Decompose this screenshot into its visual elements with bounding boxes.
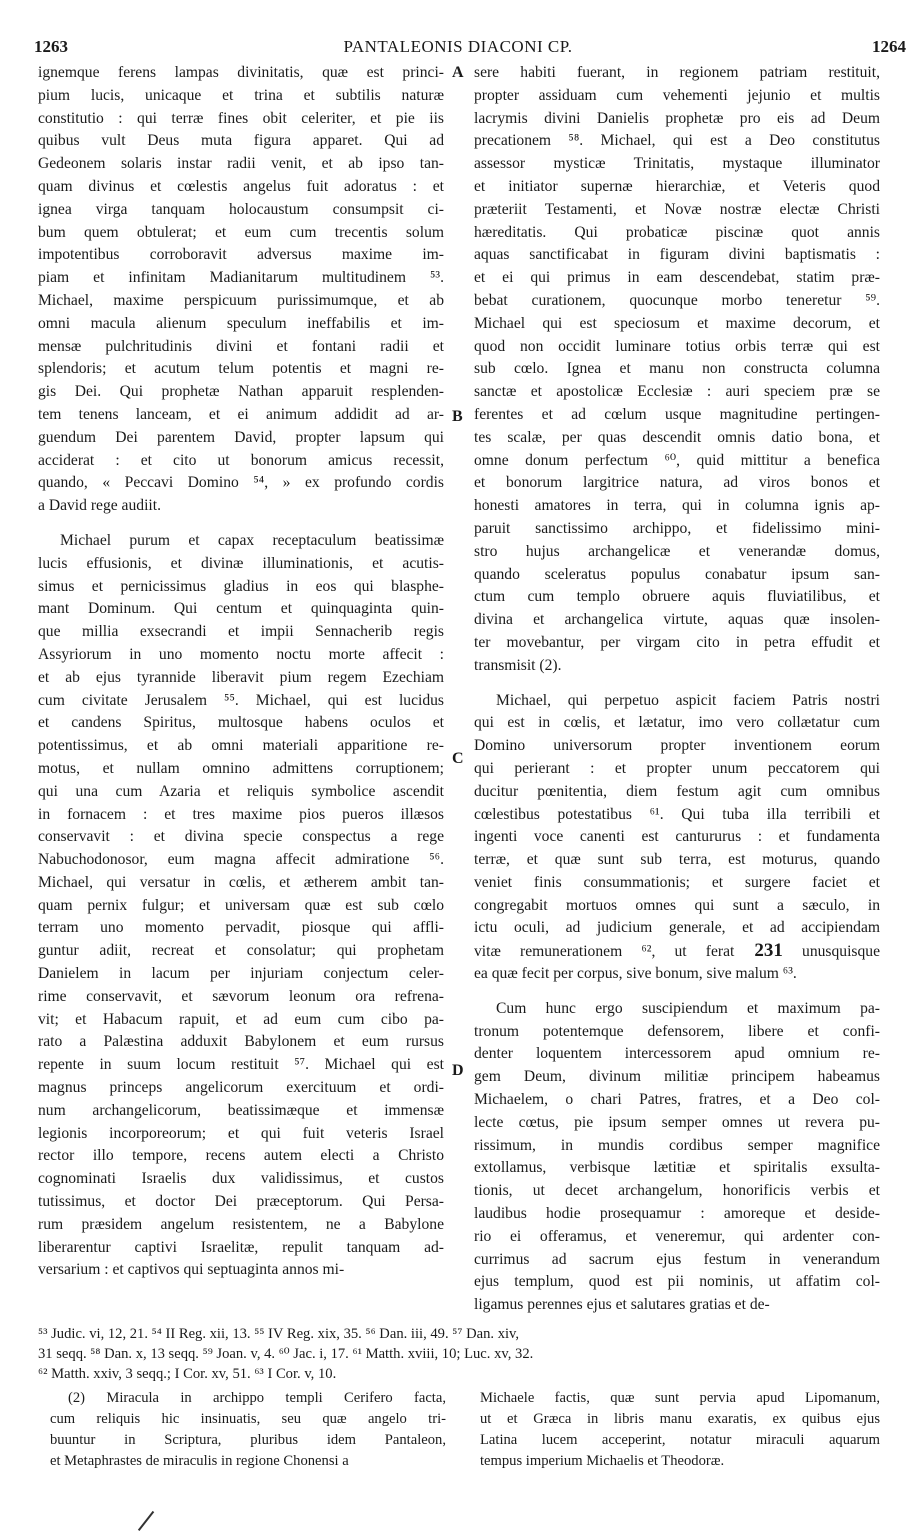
text-line: conservavit : et divina specie conspectus a rege (38, 828, 444, 846)
text-line: guendum Dei parentem David, propter lapsum qui (38, 428, 444, 446)
text-line: motus, et nullam omnino admittens corruptionem; (38, 759, 444, 777)
text-line: rector illo tempore, recens autem electi a Christo (38, 1147, 444, 1165)
text-line: precationem ⁵⁸. Michael, qui est a Deo constitutus (474, 132, 880, 150)
footnote-line: ⁵³ Judic. vi, 12, 21. ⁵⁴ II Reg. xii, 13. ⁵⁵ IV Reg. xix, 35. ⁵⁶ Dan. iii, 49. ⁵⁷ Dan. xiv, (38, 1326, 520, 1342)
footnote-line: ⁶² Matth. xxiv, 3 seqq.; I Cor. xv, 51. ⁶³ I Cor. v, 10. (38, 1366, 337, 1382)
text-line: num archangelicorum, beatissimæque et immensæ (38, 1101, 444, 1119)
text-line: transmisit (2). (474, 656, 562, 674)
text-line: veniet finis consummationis; et surgere faciet et (474, 873, 880, 891)
text-line: mensæ pulchritudinis divini et fontani radii et (38, 337, 444, 355)
text-line: gem Deum, divinum militiæ principem habeamus (474, 1068, 880, 1086)
text-line: que millia exsecrandi et impii Sennacherib regis (38, 623, 444, 641)
text-line: simus et pernicissimus gladius in eos qui blasphe- (38, 577, 444, 595)
margin-letter-c: C (452, 750, 464, 767)
text-line: ejus templum, quod est pii nominis, ut affatim col- (474, 1273, 880, 1291)
text-line: gis Dei. Qui prophetæ Nathan apparuit resplenden- (38, 383, 444, 401)
text-line: Michael qui est speciosum et maxime decorum, et (474, 314, 880, 332)
text-line: ingenti voce canenti est cantururus : et fundamenta (474, 828, 880, 846)
text-line: Domino universorum propter inventionem eorum (474, 737, 880, 755)
note-line: tempus imperium Michaelis et Theodoræ. (480, 1453, 725, 1469)
text-line: ignemque ferens lampas divinitatis, quæ est princi- (38, 64, 444, 81)
text-line: vitæ remunerationem ⁶², ut ferat 231 unusquisque (474, 940, 880, 962)
text-line: lucis effusionis, et divinæ illuminationis, et acutis- (38, 554, 444, 572)
text-line: rissimum, in mundis cordibus semper magnifice (474, 1136, 880, 1154)
footnotes (38, 1324, 884, 1384)
text-line: Michael, maxime perspicuum purissimumque, et ab (38, 291, 444, 309)
text-line: qui perierant : et propter unum peccatorem qui (474, 759, 880, 777)
text-line: Cum hunc ergo suscipiendum et maximum pa- (496, 999, 880, 1017)
text-line: aquas sanctificabat in figuram divini baptismatis : (474, 246, 880, 264)
text-line: pium lucis, unicaque et trina et subtilis naturæ (38, 86, 444, 104)
text-line: extollamus, verbisque lætitiæ et spiritalis exsulta- (474, 1159, 880, 1177)
text-line: omni macula alienum speculum ineffabilis et im- (38, 314, 444, 332)
left-text-column (38, 62, 444, 1282)
footnote-line: 31 seqq. ⁵⁸ Dan. x, 13 seqq. ⁵⁹ Joan. v, 4. ⁶⁰ Jac. i, 17. ⁶¹ Matth. xviii, 10; Luc. xv, 32. (38, 1346, 534, 1362)
column-number: 231 (734, 940, 783, 962)
text-line: quando, « Peccavi Domino ⁵⁴, » ex profundo cordis (38, 474, 444, 492)
text-line: divina et archangelica virtute, aquas quæ insolen- (474, 611, 880, 629)
text-line: piam et infinitam Madianitarum multitudinem ⁵³. (38, 269, 444, 287)
text-line: et candens Spiritus, multosque habens oculos et (38, 714, 444, 732)
note-line: buuntur in Scriptura, pluribus idem Pantaleon, (50, 1432, 446, 1448)
note-line: et Metaphrastes de miraculis in regione Chonensi a (50, 1453, 349, 1469)
text-line: ter movebantur, per virgam cito in petra effudit et (474, 633, 880, 651)
text-line: tes scalæ, per quas descendit omnis datio bona, et (474, 428, 880, 446)
text-line: assessor mysticæ Trinitatis, mystaque illuminator (474, 155, 880, 173)
note-line: cum reliquis hic insinuatis, seu quæ angelo tri- (50, 1411, 446, 1427)
text-line: liberarentur captivi Israelitæ, repulit tanquam ad- (38, 1238, 444, 1256)
text-line: propter assiduam cum vehementi jejunio et multis (474, 86, 880, 104)
text-line: tutissimus, et doctor Dei præceptorum. Qui Persa- (38, 1193, 444, 1211)
text-line: quod non occidit luminare totius orbis terræ qui est (474, 337, 880, 355)
text-line: Nabuchodonosor, eum magna affecit admiratione ⁵⁶. (38, 851, 444, 869)
text-line: ferentes et ad cœlum usque magnitudine pertingen- (474, 405, 880, 423)
text-line: cognominati Israelis dux validissimus, et custos (38, 1170, 444, 1188)
text-line: currimus ad sacrum ejus festum in venerandum (474, 1250, 880, 1268)
text-line: lecte cœtus, pie ipsum semper omnes ut revera pu- (474, 1113, 880, 1131)
text-line: et ab ejus tyrannide liberavit pium regem Ezechiam (38, 668, 444, 686)
text-line: ictu oculi, ad judicium generale, et ad accipiendam (474, 919, 880, 937)
text-line: omne donum perfectum ⁶⁰, quid mittitur a benefica (474, 451, 880, 469)
text-line: versarium : et captivos qui septuaginta annos mi- (38, 1261, 345, 1279)
text-line: ea quæ fecit per corpus, sive bonum, sive malum ⁶³. (474, 965, 797, 983)
text-line: tem tenens lanceam, et ei animum addidit ad ar- (38, 405, 444, 423)
text-line: mant Dominum. Qui centum et quinquaginta quin- (38, 600, 444, 618)
text-line: sanctæ et apostolicæ Ecclesiæ : auri speciem præ se (474, 383, 880, 401)
text-line: vit; et Habacum rapuit, et ad eum cum cibo pa- (38, 1010, 444, 1028)
text-line: qui est in cœlis, et lætatur, imo vero collætatur cum (474, 714, 880, 732)
text-line: cœlestibus potestatibus ⁶¹. Qui tuba illa terribili et (474, 805, 880, 823)
column-number-suffix: unusquisque (782, 943, 880, 961)
text-line: quando sceleratus populus conabatur ipsum san- (474, 565, 880, 583)
text-line: sere habiti fuerant, in regionem patriam restituit, (474, 64, 880, 81)
left-page-number: 1263 (34, 37, 68, 56)
text-line: legionis incorporeorum; et qui fuit veteris Israel (38, 1124, 444, 1142)
text-line: splendoris; et acutum telum potentis et magni re- (38, 360, 444, 378)
text-line: tionis, ut decet archangelum, honorificis verbis et (474, 1182, 880, 1200)
note-line: Latina lucem acceperint, notatur miraculi aquarum (480, 1432, 880, 1448)
text-line: magnus princeps angelicorum exercituum et ordi- (38, 1079, 444, 1097)
paragraph-gap (38, 518, 444, 530)
note-line: ut et Græca in libris manu exaratis, ex quibus ejus (480, 1411, 880, 1427)
text-line: ignea virga tanquam holocaustum consumpsit ci- (38, 200, 444, 218)
text-line: terram uno momento pervadit, piosque qui affli- (38, 919, 444, 937)
paragraph-gap (474, 986, 880, 998)
text-line: Michael purum et capax receptaculum beatissimæ (60, 531, 444, 549)
text-line: laudibus hodie prosequamur : amoreque et deside- (474, 1205, 880, 1223)
paragraph-gap (474, 678, 880, 690)
text-line: qui una cum Azaria et reliquis symbolice ascendit (38, 782, 444, 800)
text-line: Assyriorum in uno momento noctu morte affecit : (38, 645, 444, 663)
text-line: bum quem obtulerat; et eum cum trecentis solum (38, 223, 444, 241)
text-line: cum civitate Jerusalem ⁵⁵. Michael, qui est lucidus (38, 691, 444, 709)
text-line: impotentibus corroboravit adversus maxime im- (38, 246, 444, 264)
text-line: quam divinus et cœlestis angelus fuit adoratus : et (38, 177, 444, 195)
note-line: (2) Miracula in archippo templi Cerifero facta, (68, 1390, 446, 1406)
text-line: rato a Palæstina adduxit Babylonem et eum rursus (38, 1033, 444, 1051)
text-line: stro hujus archangelicæ et venerandæ domus, (474, 542, 880, 560)
text-line: lacrymis divini Danielis prophetæ pro eis ad Deum (474, 109, 880, 127)
text-line: Michaelem, o chari Patres, fratres, et a Deo col- (474, 1091, 880, 1109)
text-line: et ei qui primus in eam descendebat, statim præ- (474, 269, 880, 287)
text-line: repente in suum locum restituit ⁵⁷. Michael qui est (38, 1056, 444, 1074)
text-line: terræ, et quæ sunt sub terra, est moturus, quando (474, 851, 880, 869)
right-page-number: 1264 (872, 37, 906, 56)
text-line: a David rege audiit. (38, 497, 161, 515)
text-line: rum præsidem angelum resistentem, ne a Babylone (38, 1215, 444, 1233)
text-line: acciderat : et cito ut bonorum amicus recessit, (38, 451, 444, 469)
text-line: quam pernix fulgur; et universam quæ est sub cœlo (38, 896, 444, 914)
text-line: potentissimus, et ab omni materiali apparitione re- (38, 737, 444, 755)
text-line: bebat curationem, quocunque morbo teneretur ⁵⁹. (474, 291, 880, 309)
text-line: præteriit Testamenti, et Novæ nostræ electæ Christi (474, 200, 880, 218)
text-line: et bonorum largitrice natura, ad viros bonos et (474, 474, 880, 492)
text-line: congregabit mortuos omnes qui sunt a sæculo, in (474, 896, 880, 914)
text-line: Danielem in lacum per injuriam conjectum celer- (38, 965, 444, 983)
text-line: ctum cum templo obruere aquis fluviatilibus, et (474, 588, 880, 606)
stray-pen-mark (138, 1511, 162, 1537)
text-line: sub cœlo. Ignea et manu non constructa columna (474, 360, 880, 378)
text-line: denter loquentem intercessorem apud omnium re- (474, 1045, 880, 1063)
margin-letter-a: A (452, 64, 464, 81)
text-line: ligamus perennes ejus et salutares gratias et de- (474, 1296, 770, 1314)
text-line: Michael, qui perpetuo aspicit faciem Patris nostri (496, 691, 880, 709)
text-line: guntur adiit, recreat et consolatur; qui prophetam (38, 942, 444, 960)
text-line: paruit sanctissimo archippo, et fidelissimo mini- (474, 519, 880, 537)
text-line: ducitur pœnitentia, diem festum agit cum omnibus (474, 782, 880, 800)
text-line: in fornacem : et tres maxime pios pueros illæsos (38, 805, 444, 823)
text-line: honesti amatores in terra, qui in columna ignis ap- (474, 497, 880, 515)
note-line: Michaele factis, quæ sunt pervia apud Lipomanum, (480, 1390, 880, 1406)
text-line: hæreditatis. Qui probaticæ piscinæ quot annis (474, 223, 880, 241)
text-line: constitutio : qui terræ fines obit celeriter, et pie iis (38, 109, 444, 127)
running-title: PANTALEONIS DIACONI CP. (343, 37, 573, 56)
editor-note-left (50, 1388, 446, 1472)
text-line: Michael, qui versatur in cœlis, et ætherem ambit tan- (38, 873, 444, 891)
margin-letter-d: D (452, 1062, 464, 1079)
right-text-column (474, 62, 880, 1317)
margin-letter-b: B (452, 408, 463, 425)
editor-note-right (480, 1388, 880, 1472)
text-line: tronum potentemque defensorem, libere et confi- (474, 1022, 880, 1040)
text-line: quibus vult Deus muta figura apparet. Qui ad (38, 132, 444, 150)
text-line: et initiator supernæ hierarchiæ, et Veteris quod (474, 177, 880, 195)
text-line: rime conservavit, et sævorum leonum ora refrena- (38, 987, 444, 1005)
text-line: Gedeonem solaris instar radii venit, et ab ipso tan- (38, 155, 444, 173)
text-line: rio ei offeramus, et veneremur, qui ardenter con- (474, 1227, 880, 1245)
